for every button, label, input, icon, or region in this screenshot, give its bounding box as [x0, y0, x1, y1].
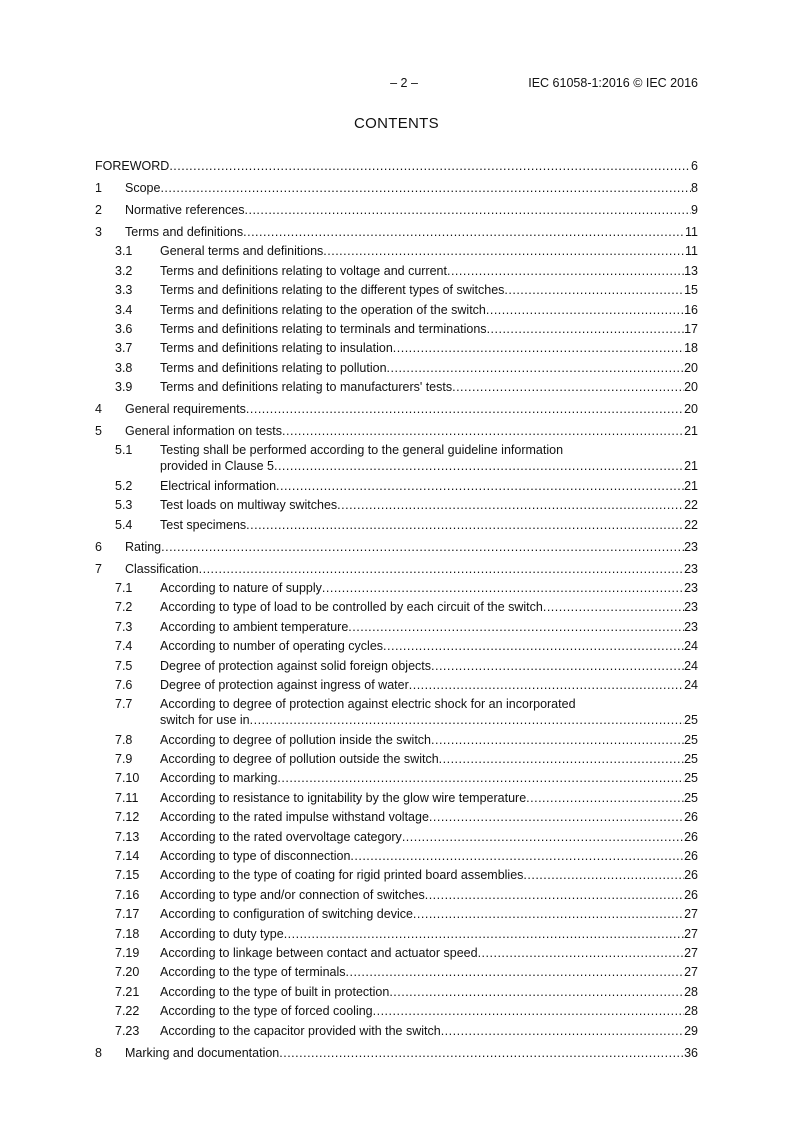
toc-entry-line: [95, 925, 698, 944]
toc-entry-title: Scope: [125, 180, 161, 195]
dot-leader: [425, 886, 684, 905]
toc-entry-page: 18: [684, 341, 698, 356]
toc-entry-line: [95, 579, 698, 598]
toc-entry-line: [95, 598, 698, 617]
toc-entry[interactable]: [95, 516, 698, 535]
toc-entry-title: Terms and definitions relating to the different types of switches: [160, 283, 505, 298]
toc-entry-title: Terms and definitions relating to terminals and terminations: [160, 321, 487, 336]
toc-entry-page: 16: [684, 302, 698, 317]
dot-leader: [246, 400, 684, 419]
toc-entry-title: According to the rated overvoltage category: [160, 829, 402, 844]
toc-entry-page: 11: [685, 244, 698, 259]
toc-entry-page: 26: [684, 829, 698, 844]
toc-entry-line: [95, 731, 698, 750]
dot-leader: [402, 828, 684, 847]
toc-entry-number: 2: [95, 202, 102, 217]
toc-entry-line: [95, 201, 698, 220]
toc-entry-title: Degree of protection against ingress of water: [160, 677, 409, 692]
dot-leader: [447, 262, 684, 281]
toc-entry-page: 21: [684, 424, 698, 439]
toc-entry-page: 6: [691, 159, 698, 173]
toc-entry[interactable]: [95, 925, 698, 944]
toc-entry-line: [95, 847, 698, 866]
toc-entry-number: 7.4: [115, 639, 133, 654]
dot-leader: [487, 320, 685, 339]
toc-entry-title: According to type of disconnection: [160, 849, 351, 864]
dot-leader: [373, 1002, 684, 1021]
toc-entry-page: 9: [691, 202, 698, 217]
toc-entry-number: 1: [95, 180, 102, 195]
toc-entry-number: 7.6: [115, 677, 133, 692]
toc-entry-title: Marking and documentation: [125, 1045, 280, 1060]
toc-entry-title: Rating: [125, 539, 162, 554]
toc-entry[interactable]: [95, 179, 698, 198]
toc-entry-page: 23: [684, 580, 698, 595]
toc-entry-line: [95, 301, 698, 320]
toc-entry-line: [95, 441, 698, 457]
toc-entry-number: 7.8: [115, 732, 133, 747]
toc-entry[interactable]: [95, 441, 698, 476]
toc-entry-line: [95, 676, 698, 695]
toc-entry-page: 24: [684, 658, 698, 673]
toc-entry-number: 5.1: [115, 443, 133, 458]
toc-entry[interactable]: [95, 201, 698, 220]
toc-entry-line: [95, 618, 698, 637]
dot-leader: [350, 847, 684, 866]
toc-entry[interactable]: [95, 618, 698, 637]
dot-leader: [478, 944, 685, 963]
toc-entry-title: Terms and definitions relating to pollution: [160, 360, 387, 375]
toc-entry[interactable]: [95, 983, 698, 1002]
toc-entry-line: [95, 657, 698, 676]
toc-entry-number: 7.18: [115, 926, 140, 941]
toc-entry-page: 13: [684, 263, 698, 278]
toc-entry-page: 28: [684, 984, 698, 999]
dot-leader: [279, 1044, 684, 1063]
toc-entry[interactable]: [95, 242, 698, 261]
toc-entry[interactable]: [95, 598, 698, 617]
toc-entry-page: 20: [684, 402, 698, 417]
toc-entry-title: FOREWORD: [95, 159, 170, 173]
toc-entry[interactable]: [95, 750, 698, 769]
toc-entry-title: Electrical information: [160, 478, 277, 493]
toc-entry-page: 21: [684, 459, 698, 474]
dot-leader: [276, 477, 684, 496]
toc-entry-number: 3.7: [115, 341, 133, 356]
toc-entry[interactable]: [95, 1022, 698, 1041]
toc-entry[interactable]: [95, 422, 698, 441]
dot-leader: [161, 538, 684, 557]
toc-entry-page: 25: [684, 732, 698, 747]
toc-entry[interactable]: [95, 676, 698, 695]
toc-entry-page: 28: [684, 1004, 698, 1019]
toc-entry-title: According to type and/or connection of switches: [160, 887, 425, 902]
toc-entry[interactable]: [95, 538, 698, 557]
toc-entry-page: 26: [684, 868, 698, 883]
toc-entry[interactable]: [95, 496, 698, 515]
toc-entry[interactable]: [95, 359, 698, 378]
toc-entry-title: General terms and definitions: [160, 244, 324, 259]
toc-entry-title: Terms and definitions relating to the operation of the switch: [160, 302, 486, 317]
toc-entry-line: [95, 695, 698, 711]
toc-entry-line: [95, 516, 698, 535]
dot-leader: [169, 157, 691, 176]
toc-entry-number: 7.21: [115, 984, 140, 999]
toc-entry-number: 8: [95, 1045, 102, 1060]
toc-entry-title: According to configuration of switching device: [160, 907, 413, 922]
toc-entry-line: [95, 262, 698, 281]
toc-entry-line: [95, 983, 698, 1002]
page-number: – 2 –: [390, 76, 418, 90]
toc-entry-number: 7.14: [115, 849, 140, 864]
toc-entry-number: 7: [95, 561, 102, 576]
toc-entry-number: 7.10: [115, 771, 140, 786]
toc-entry-number: 7.7: [115, 697, 133, 712]
toc-entry-title: According to the capacitor provided with the switch: [160, 1023, 441, 1038]
toc-entry-title: According to duty type: [160, 926, 284, 941]
toc-entry-line: [95, 866, 698, 885]
toc-entry-line: [95, 339, 698, 358]
toc-entry-page: 23: [684, 561, 698, 576]
toc-entry[interactable]: [95, 769, 698, 788]
toc-entry-title: According to nature of supply: [160, 580, 322, 595]
dot-leader: [277, 769, 684, 788]
toc-entry-page: 20: [684, 380, 698, 395]
toc-entry-number: 7.13: [115, 829, 140, 844]
toc-entry-page: 36: [684, 1045, 698, 1060]
toc-entry-page: 24: [684, 677, 698, 692]
page-title: CONTENTS: [354, 115, 439, 132]
toc-entry-title: Terms and definitions relating to insulation: [160, 341, 393, 356]
dot-leader: [439, 750, 684, 769]
toc-entry-page: 26: [684, 810, 698, 825]
toc-entry-title: According to marking: [160, 771, 278, 786]
toc-entry[interactable]: [95, 262, 698, 281]
dot-leader: [346, 963, 685, 982]
toc-entry-number: 7.9: [115, 752, 133, 767]
toc-entry-number: 7.1: [115, 580, 133, 595]
dot-leader: [322, 579, 684, 598]
toc-entry-page: 25: [684, 752, 698, 767]
toc-entry[interactable]: [95, 963, 698, 982]
dot-leader: [413, 905, 684, 924]
dot-leader: [526, 789, 684, 808]
toc-entry-number: 7.3: [115, 619, 133, 634]
toc-entry-number: 5: [95, 424, 102, 439]
toc-entry[interactable]: [95, 657, 698, 676]
toc-entry-number: 7.15: [115, 868, 140, 883]
toc-entry[interactable]: [95, 320, 698, 339]
dot-leader: [348, 618, 684, 637]
toc-entry-title: Testing shall be performed according to the general guideline information: [160, 443, 564, 458]
toc-entry-number: 6: [95, 539, 102, 554]
toc-entry-line: [95, 457, 698, 476]
toc-entry-number: 5.4: [115, 517, 133, 532]
toc-entry-page: 27: [684, 907, 698, 922]
toc-entry[interactable]: [95, 905, 698, 924]
toc-entry-line: [95, 944, 698, 963]
toc-entry-line: [95, 359, 698, 378]
toc-entry-page: 24: [684, 639, 698, 654]
toc-entry-page: 22: [684, 517, 698, 532]
toc-entry-number: 7.17: [115, 907, 140, 922]
toc-entry-line: [95, 281, 698, 300]
toc-entry-title: Terms and definitions: [125, 224, 244, 239]
toc-entry-title: According to the rated impulse withstand voltage: [160, 810, 429, 825]
toc-entry-line: [95, 223, 698, 242]
toc-entry-title: Test specimens: [160, 517, 247, 532]
dot-leader: [429, 808, 684, 827]
dot-leader: [409, 676, 684, 695]
toc-entry-title: According to resistance to ignitability by the glow wire temperature: [160, 790, 527, 805]
toc-entry-line: [95, 422, 698, 441]
toc-entry-line: [95, 560, 698, 579]
toc-entry-number: 3.1: [115, 244, 133, 259]
dot-leader: [337, 496, 684, 515]
toc-entry-title: According to ambient temperature: [160, 619, 349, 634]
toc-entry-line: [95, 1002, 698, 1021]
dot-leader: [160, 179, 691, 198]
toc-entry[interactable]: [95, 1044, 698, 1063]
toc-entry-title: General information on tests: [125, 424, 283, 439]
toc-entry-title: Terms and definitions relating to manufacturers' tests: [160, 380, 453, 395]
toc-entry-page: 23: [684, 619, 698, 634]
toc-entry[interactable]: [95, 223, 698, 242]
toc-entry-number: 3.6: [115, 321, 133, 336]
toc-entry[interactable]: [95, 281, 698, 300]
toc-entry-title: Terms and definitions relating to voltage and current: [160, 263, 447, 278]
toc-entry[interactable]: [95, 400, 698, 419]
toc-entry[interactable]: [95, 477, 698, 496]
dot-leader: [282, 422, 684, 441]
toc-entry-number: 7.19: [115, 946, 140, 960]
toc-entry-line: [95, 886, 698, 905]
dot-leader: [504, 281, 684, 300]
toc-entry-line: [95, 750, 698, 769]
toc-entry-page: 27: [684, 926, 698, 941]
toc-entry-title: According to linkage between contact and actuator speed: [160, 946, 478, 960]
toc-entry-number: 7.23: [115, 1023, 140, 1038]
toc-entry[interactable]: [95, 944, 698, 963]
dot-leader: [243, 223, 685, 242]
dot-leader: [441, 1022, 684, 1041]
toc-entry[interactable]: [95, 560, 698, 579]
toc-entry-title: According to the type of terminals: [160, 965, 346, 980]
dot-leader: [486, 301, 684, 320]
toc-entry-line: [95, 1044, 698, 1063]
toc-entry-title: According to type of load to be controlled by each circuit of the switch: [160, 600, 543, 615]
toc-entry-line: [95, 808, 698, 827]
toc-entry-number: 3.3: [115, 283, 133, 298]
toc-entry-number: 7.5: [115, 658, 133, 673]
toc-entry-page: 25: [684, 790, 698, 805]
toc-entry-title: Normative references: [125, 202, 245, 217]
toc-entry-line: [95, 905, 698, 924]
toc-entry-number: 3.9: [115, 380, 133, 395]
toc-entry-line: [95, 477, 698, 496]
table-of-contents: [95, 157, 698, 1063]
dot-leader: [452, 378, 684, 397]
toc-entry-title: According to degree of protection against electric shock for an incorporated: [160, 697, 576, 712]
toc-entry-number: 3.4: [115, 302, 133, 317]
toc-entry-page: 26: [684, 849, 698, 864]
dot-leader: [431, 731, 684, 750]
toc-entry-page: 25: [684, 771, 698, 786]
toc-entry-line: [95, 179, 698, 198]
toc-entry-number: 4: [95, 402, 102, 417]
toc-entry-page: 27: [684, 965, 698, 980]
toc-entry-line: [95, 378, 698, 397]
toc-entry-line: [95, 769, 698, 788]
toc-entry-title: According to degree of pollution outside the switch: [160, 752, 439, 767]
dot-leader: [431, 657, 684, 676]
toc-entry[interactable]: [95, 1002, 698, 1021]
toc-entry-line: [95, 637, 698, 656]
toc-entry-page: 20: [684, 360, 698, 375]
toc-entry[interactable]: [95, 828, 698, 847]
toc-entry-page: 17: [684, 321, 698, 336]
toc-entry[interactable]: [95, 866, 698, 885]
toc-entry-page: 11: [685, 224, 698, 239]
toc-entry-line: [95, 496, 698, 515]
dot-leader: [250, 711, 684, 730]
toc-entry-title: According to the type of coating for rigid printed board assemblies: [160, 868, 524, 883]
toc-entry-title: According to degree of pollution inside the switch: [160, 732, 431, 747]
dot-leader: [245, 201, 692, 220]
toc-entry-number: 7.11: [115, 790, 139, 805]
toc-entry-line: [95, 242, 698, 261]
toc-entry-line: [95, 963, 698, 982]
toc-entry-page: 25: [684, 713, 698, 728]
toc-entry-title: According to the type of built in protection: [160, 984, 390, 999]
toc-entry-title: Classification: [125, 561, 199, 576]
toc-entry-title-continued: switch for use in: [160, 713, 250, 728]
dot-leader: [284, 925, 684, 944]
toc-entry-line: [95, 320, 698, 339]
dot-leader: [543, 598, 684, 617]
dot-leader: [274, 457, 684, 476]
toc-entry-page: 29: [684, 1023, 698, 1038]
toc-entry-line: [95, 1022, 698, 1041]
toc-entry-page: 27: [684, 946, 698, 960]
toc-entry-page: 15: [684, 283, 698, 298]
toc-entry[interactable]: [95, 339, 698, 358]
toc-entry-number: 5.3: [115, 498, 133, 513]
toc-entry-line: [95, 157, 698, 176]
toc-entry-page: 23: [684, 539, 698, 554]
toc-entry[interactable]: [95, 886, 698, 905]
toc-entry-page: 26: [684, 887, 698, 902]
toc-entry-number: 7.12: [115, 810, 140, 825]
toc-entry[interactable]: [95, 378, 698, 397]
dot-leader: [383, 637, 684, 656]
dot-leader: [199, 560, 684, 579]
toc-entry-title: According to number of operating cycles: [160, 639, 384, 654]
toc-entry[interactable]: [95, 847, 698, 866]
toc-entry-number: 7.20: [115, 965, 140, 980]
toc-entry-title: Degree of protection against solid foreign objects: [160, 658, 431, 673]
toc-entry-title: Test loads on multiway switches: [160, 498, 338, 513]
toc-entry-title: General requirements: [125, 402, 246, 417]
toc-entry[interactable]: [95, 808, 698, 827]
dot-leader: [393, 339, 684, 358]
toc-entry[interactable]: [95, 731, 698, 750]
dot-leader: [523, 866, 684, 885]
toc-entry-line: [95, 711, 698, 730]
toc-entry[interactable]: [95, 301, 698, 320]
toc-entry[interactable]: [95, 579, 698, 598]
toc-entry-page: 8: [691, 180, 698, 195]
standard-reference: IEC 61058-1:2016 © IEC 2016: [528, 76, 698, 90]
toc-entry-number: 3.2: [115, 263, 133, 278]
toc-entry-number: 3.8: [115, 360, 133, 375]
toc-entry-number: 5.2: [115, 478, 133, 493]
toc-entry-page: 21: [684, 478, 698, 493]
toc-entry-number: 7.16: [115, 887, 140, 902]
toc-entry-number: 7.2: [115, 600, 133, 615]
toc-entry-line: [95, 400, 698, 419]
toc-entry-title: According to the type of forced cooling: [160, 1004, 373, 1019]
dot-leader: [323, 242, 685, 261]
toc-entry-title-continued: provided in Clause 5: [160, 459, 274, 474]
toc-entry-line: [95, 538, 698, 557]
toc-entry[interactable]: [95, 789, 698, 808]
toc-entry[interactable]: [95, 695, 698, 730]
dot-leader: [387, 359, 685, 378]
toc-entry-line: [95, 828, 698, 847]
dot-leader: [389, 983, 684, 1002]
toc-entry-number: 3: [95, 224, 102, 239]
dot-leader: [246, 516, 684, 535]
toc-entry-number: 7.22: [115, 1004, 140, 1019]
toc-entry-page: 23: [684, 600, 698, 615]
toc-entry[interactable]: [95, 157, 698, 176]
toc-entry-line: [95, 789, 698, 808]
toc-entry-page: 22: [684, 498, 698, 513]
toc-entry[interactable]: [95, 637, 698, 656]
